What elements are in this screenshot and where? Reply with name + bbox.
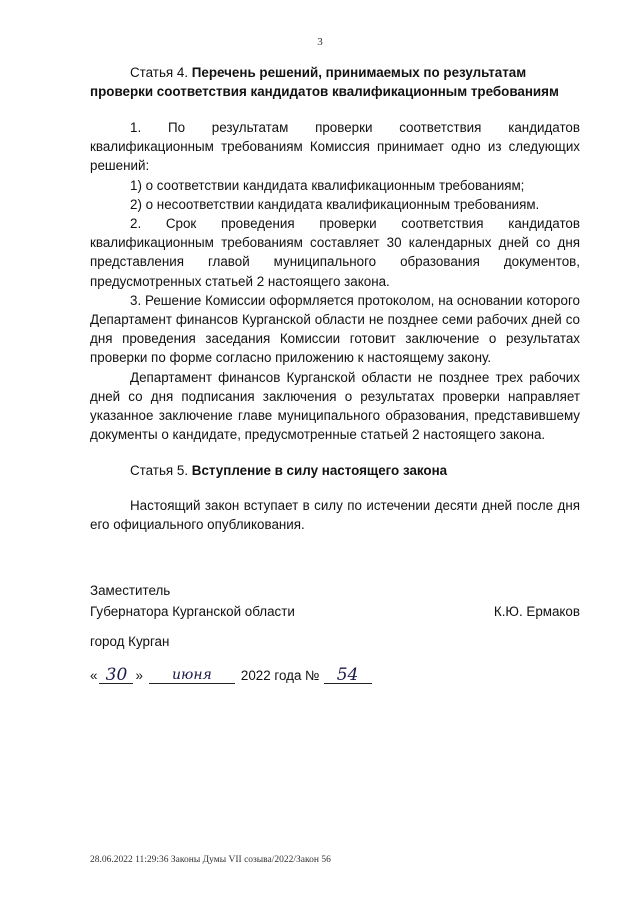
article-5-heading: [90, 461, 590, 480]
footer-stamp: 28.06.2022 11:29:36 Законы Думы VII созыва/2022/Закон 56: [90, 855, 331, 865]
date-line: [90, 667, 372, 684]
article-4-paragraph-3: 3. Решение Комиссии оформляется протоколом, на основании которого Департамент финансов Курганской области не позднее семи рабочих дней со дня проведения заседания Комиссии готовит заключение о результатах проверки по форме согласно приложению к настоящему закону.: [90, 292, 580, 366]
signatory-row: [90, 601, 580, 622]
date-year-number-label: 2022 года №: [240, 668, 320, 683]
article-5-body: [90, 496, 580, 534]
signatory-position-line-1: Заместитель: [90, 583, 171, 598]
article-4-paragraph-2: 2. Срок проведения проверки соответствия кандидатов квалификационным требованиям составляет 30 календарных дней со дня представления главой муниципального образования документов, предусмотренных статьей 2 настоящего закона.: [90, 216, 580, 289]
signature-block: [90, 580, 580, 622]
article-5-prefix: Статья 5.: [130, 463, 189, 478]
article-5-paragraph: Настоящий закон вступает в силу по истечении десяти дней после дня его официального опубликования.: [90, 498, 580, 533]
article-4-paragraph-4: Департамент финансов Курганской области не позднее трех рабочих дней со дня подписания заключения о результатах проверки направляет указанное заключение главе муниципального образования, представившему документы о кандидате, предусмотренные статьей 2 настоящего закона.: [90, 369, 580, 443]
date-day-handwritten: 30: [99, 667, 133, 684]
page-number: 3: [317, 36, 323, 48]
date-month-handwritten: июня: [149, 667, 235, 684]
article-4-paragraph-1: 1. По результатам проверки соответствия кандидатов квалификационным требованиям Комиссия принимает одно из следующих решений:: [90, 120, 580, 174]
article-4-item-1: 1) о соответствии кандидата квалификационным требованиям;: [130, 177, 525, 193]
signatory-position-line-2: Губернатора Курганской области: [90, 604, 295, 619]
article-5-title: Вступление в силу настоящего закона: [191, 463, 448, 478]
article-4-item-2: 2) о несоответствии кандидата квалификационным требованиям.: [130, 196, 540, 212]
article-4-body: [90, 118, 580, 444]
article-4-title: Перечень решений, принимаемых по результатам проверки соответствия кандидатов квалификационным требованиям: [90, 65, 559, 99]
signatory-name: К.Ю. Ермаков: [493, 604, 580, 619]
article-4-heading: [90, 63, 590, 101]
article-4-prefix: Статья 4.: [130, 65, 189, 80]
date-open-quote: «: [90, 668, 98, 683]
date-close-quote: »: [135, 668, 143, 683]
law-number-handwritten: 54: [324, 667, 372, 684]
city-line: город Курган: [90, 634, 170, 649]
